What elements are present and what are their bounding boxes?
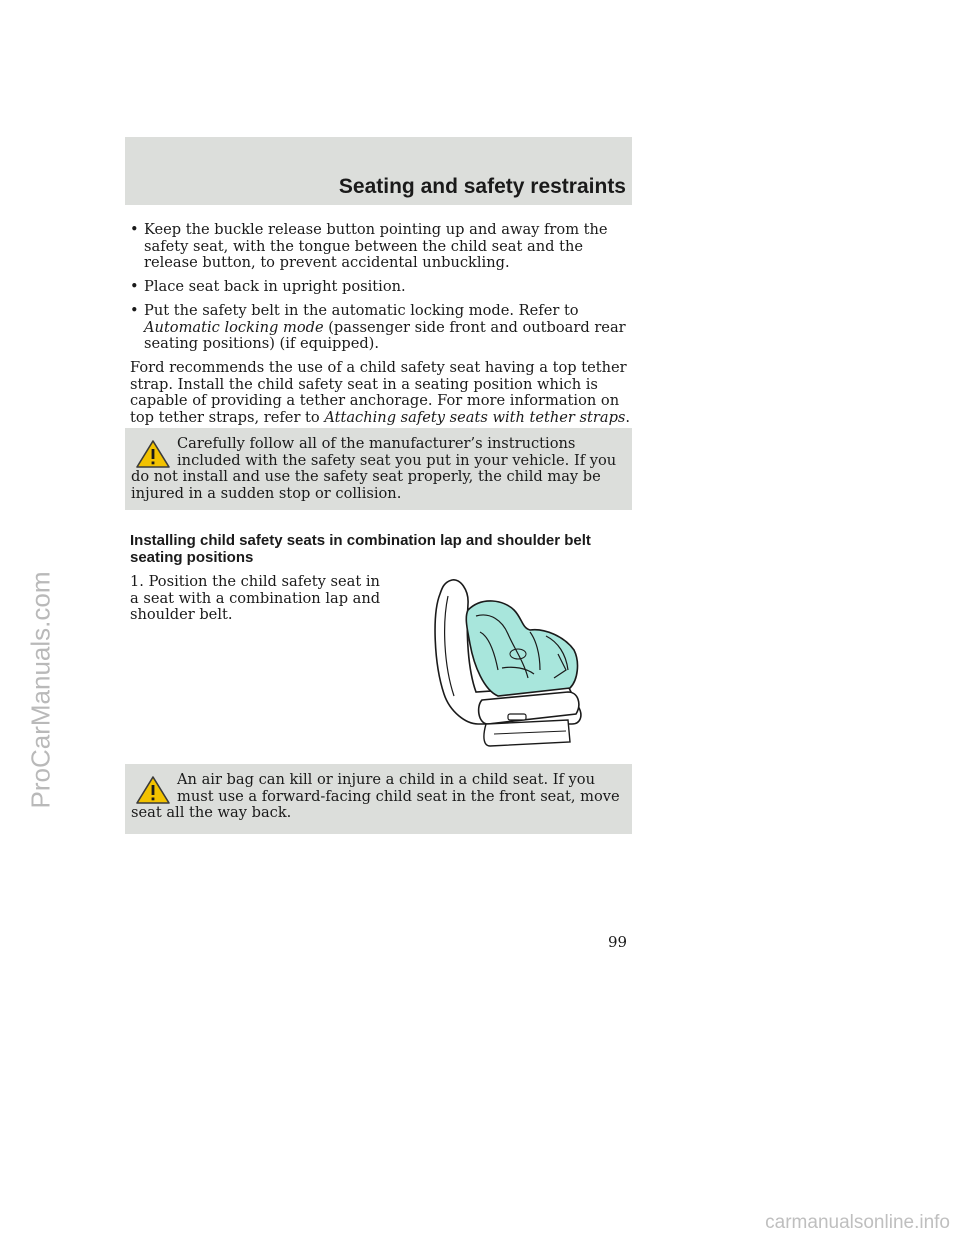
bullet-dot: • <box>130 221 139 238</box>
side-watermark <box>0 0 62 1242</box>
bullet-text-pre: Put the safety belt in the automatic locking mode. Refer to <box>144 301 579 319</box>
tether-paragraph <box>130 360 632 427</box>
footer-watermark: carmanualsonline.info <box>765 1212 950 1233</box>
paragraph-text-post: . <box>625 409 631 427</box>
bullet-dot: • <box>130 301 139 319</box>
bullet-text: Place seat back in upright position. <box>144 278 406 296</box>
header-band <box>125 137 632 205</box>
warning-box-airbag <box>125 764 632 834</box>
step-1-text: 1. Position the child safety seat in a seat with a combination lap and shoulder belt. <box>130 573 381 624</box>
cross-reference-tether-straps: Attaching safety seats with tether straps <box>324 409 626 427</box>
page-number: 99 <box>608 933 628 951</box>
warning-text: Carefully follow all of the manufacturer’s instructions included with the safety seat you put in your vehicle. If you do not install and use the safety seat properly, the child may be injured in a sudden stop or collision. <box>131 435 617 503</box>
section-subheading: Installing child safety seats in combination lap and shoulder belt seating positions <box>130 532 591 566</box>
warning-box-instructions <box>125 428 632 510</box>
watermark-text: ProCarManuals.com <box>25 571 56 809</box>
bullet-text: Keep the buckle release button pointing up and away from the safety seat, with the tongue between the child seat and the release button, to prevent accidental unbuckling. <box>144 221 608 272</box>
warning-text: An air bag can kill or injure a child in a child seat. If you must use a forward-facing child seat in the front seat, move seat all the way back. <box>131 771 620 822</box>
bullet-dot: • <box>130 278 139 296</box>
bullet-item <box>130 222 632 272</box>
bullet-item <box>130 303 632 353</box>
warning-triangle-icon <box>135 775 171 805</box>
child-seat-illustration <box>418 574 598 750</box>
bullet-text-post: (passenger side front and outboard rear seating positions) (if equipped). <box>144 318 626 353</box>
warning-triangle-icon <box>135 439 171 469</box>
page-title: Seating and safety restraints <box>338 175 626 198</box>
paragraph-text-pre: Ford recommends the use of a child safety seat having a top tether strap. Install the child safety seat in a seating position which is capable of providing a tether anchorage. For more information on top tether straps, refer to <box>130 358 627 427</box>
cross-reference-automatic-locking: Automatic locking mode <box>144 318 324 336</box>
bullet-item <box>130 279 632 296</box>
body-content <box>130 222 632 434</box>
